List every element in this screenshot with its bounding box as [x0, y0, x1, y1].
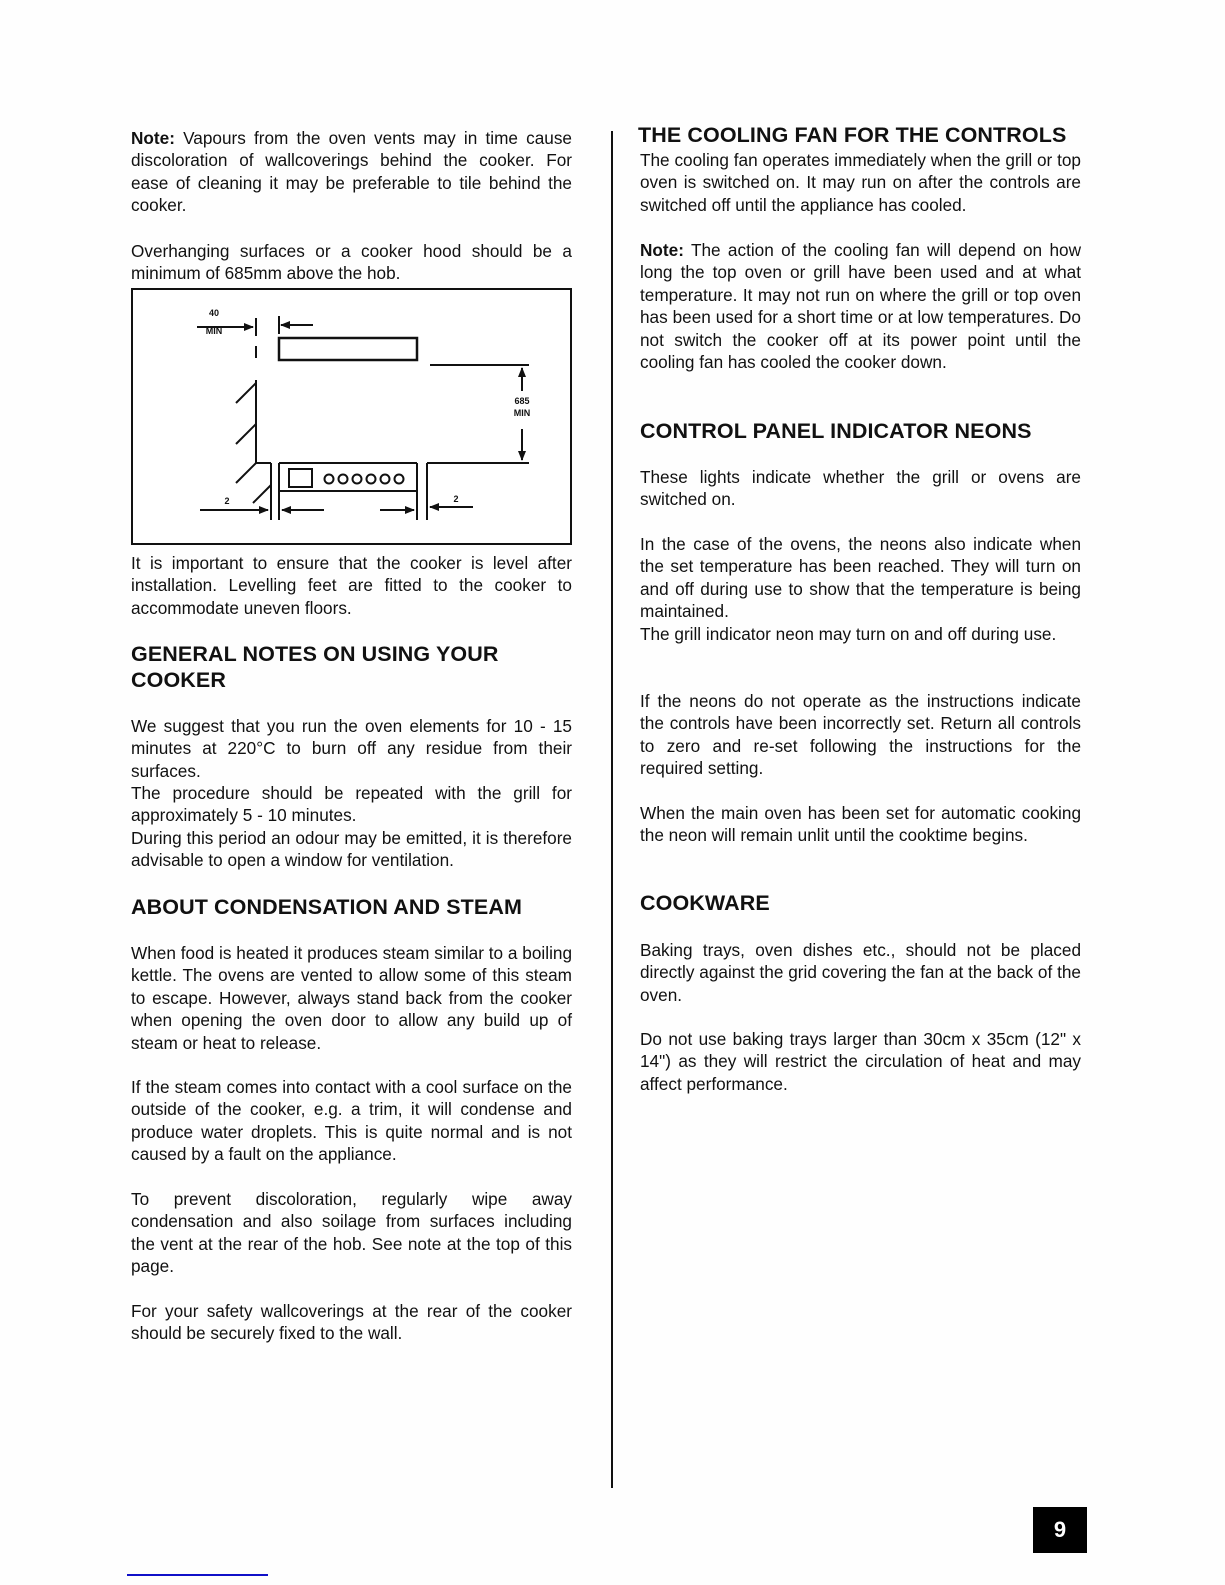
general-notes-heading: GENERAL NOTES ON USING YOUR COOKER [131, 642, 499, 692]
fan-note-text: The action of the cooling fan will depend on how long the top oven or grill have been used and at what temperature. It may not run on where the grill or top oven has been used for a short time or at low temperatures. Do not switch the cooker off at its power point until the cooling fan has cooled the cooker down. [640, 240, 1081, 373]
overhang-paragraph: Overhanging surfaces or a cooker hood should be a minimum of 685mm above the hob. [131, 241, 572, 284]
neons-heading: CONTROL PANEL INDICATOR NEONS [640, 419, 1032, 443]
label-685-min: MIN [513, 408, 531, 418]
neons-paragraph-4: If the neons do not operate as the instructions indicate the controls have been incorrectly set. Return all controls to zero and re-set following the instructions for the required setting. [640, 691, 1081, 779]
general-paragraph-3: During this period an odour may be emitted, it is therefore advisable to open a window for ventilation. [131, 828, 572, 871]
cooker-clearance-drawing [131, 288, 572, 545]
condensation-paragraph-2: If the steam comes into contact with a cool surface on the outside of the cooker, e.g. a trim, it will condense and produce water droplets. This is quite normal and is not caused by a fault on the appliance. [131, 1077, 572, 1165]
label-40: 40 [208, 308, 220, 318]
note-label: Note: [131, 128, 175, 148]
label-2-left: 2 [224, 496, 230, 506]
page-number: 9 [1033, 1507, 1087, 1553]
cookware-paragraph-1: Baking trays, oven dishes etc., should not be placed directly against the grid covering the fan at the back of the oven. [640, 940, 1081, 1005]
condensation-paragraph-3: To prevent discoloration, regularly wipe away condensation and also soilage from surfaces including the vent at the rear of the hob. See note at the top of this page. [131, 1189, 572, 1277]
neons-paragraph-2: In the case of the ovens, the neons also indicate when the set temperature has been reached. They will turn on and off during use to show that the temperature is being maintained. [640, 534, 1081, 622]
fan-note-label: Note: [640, 240, 684, 260]
note-text: Vapours from the oven vents may in time cause discoloration of wallcoverings behind the cooker. For ease of cleaning it may be preferable to tile behind the cooker. [131, 128, 572, 216]
neons-paragraph-1: These lights indicate whether the grill or ovens are switched on. [640, 467, 1081, 510]
cooling-fan-note [640, 239, 1081, 373]
label-685: 685 [514, 396, 530, 406]
footer-rule [127, 1574, 268, 1576]
general-paragraph-2: The procedure should be repeated with the grill for approximately 5 - 10 minutes. [131, 783, 572, 826]
cooling-fan-heading: THE COOLING FAN FOR THE CONTROLS [638, 123, 1067, 147]
cooling-fan-paragraph: The cooling fan operates immediately when the grill or top oven is switched on. It may run on after the controls are switched off until the appliance has cooled. [640, 150, 1081, 215]
clearance-diagram [131, 288, 572, 545]
level-paragraph: It is important to ensure that the cooker is level after installation. Levelling feet are fitted to the cooker to accommodate uneven floors. [131, 553, 572, 618]
label-40-min: MIN [205, 326, 223, 336]
condensation-heading: ABOUT CONDENSATION AND STEAM [131, 895, 522, 919]
column-divider [611, 131, 613, 1488]
neons-paragraph-5: When the main oven has been set for automatic cooking the neon will remain unlit until the cooktime begins. [640, 803, 1081, 846]
cookware-heading: COOKWARE [640, 891, 770, 915]
condensation-paragraph-4: For your safety wallcoverings at the rear of the cooker should be securely fixed to the wall. [131, 1301, 572, 1344]
condensation-paragraph-1: When food is heated it produces steam similar to a boiling kettle. The ovens are vented to allow some of this steam to escape. However, always stand back from the cooker when opening the oven door to allow any build up of steam or heat to release. [131, 943, 572, 1053]
neons-paragraph-3: The grill indicator neon may turn on and off during use. [640, 624, 1057, 644]
cookware-paragraph-2: Do not use baking trays larger than 30cm x 35cm (12" x 14") as they will restrict the circulation of heat and may affect performance. [640, 1029, 1081, 1094]
note-paragraph [131, 127, 572, 217]
general-paragraph-1: We suggest that you run the oven elements for 10 - 15 minutes at 220°C to burn off any residue from their surfaces. [131, 716, 572, 781]
label-2-right: 2 [453, 494, 459, 504]
